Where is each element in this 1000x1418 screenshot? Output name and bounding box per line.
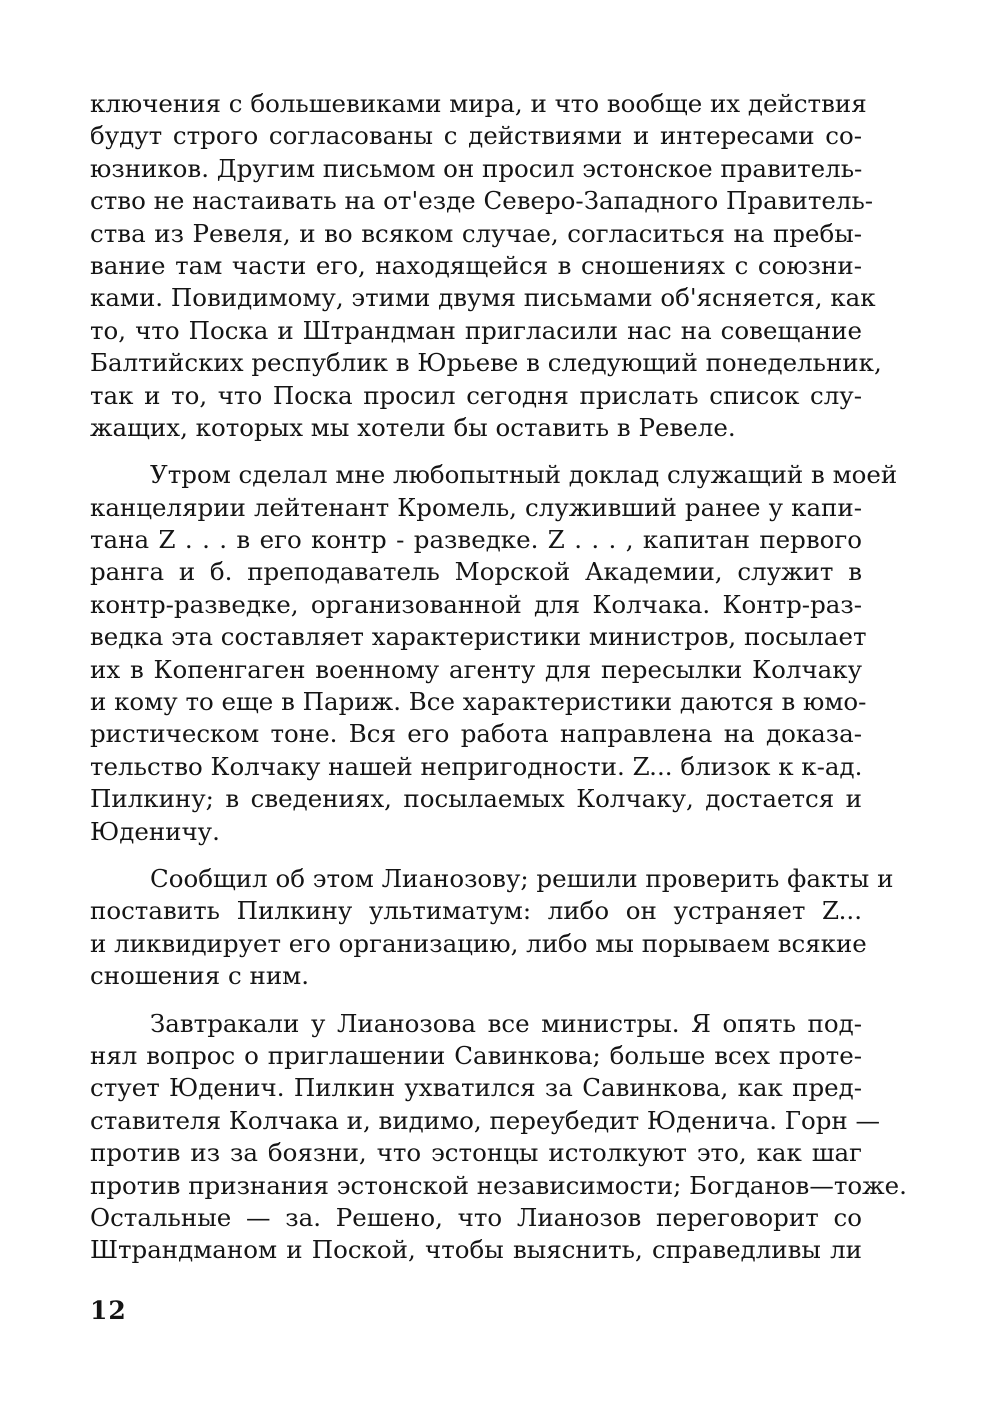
- text-line: канцелярии лейтенант Кромель, служивший ранее у капи-: [90, 492, 862, 522]
- paragraph: [90, 863, 894, 993]
- text-line: поставить Пилкину ультиматум: либо он устраняет Z...: [90, 896, 862, 926]
- text-line: тельство Колчаку нашей непригодности. Z... близок к к-ад.: [90, 751, 863, 781]
- paragraph: [90, 459, 898, 848]
- text-line: и кому то еще в Париж. Все характеристики даются в юмо-: [90, 687, 867, 717]
- text-line: тана Z . . . в его контр - разведке. Z . . . , капитан первого: [90, 525, 862, 555]
- text-line: то, что Поска и Штрандман пригласили нас на совещание: [90, 315, 862, 345]
- text-line: будут строго согласованы с действиями и интересами со-: [90, 121, 862, 151]
- text-line: сношения с ним.: [90, 961, 309, 991]
- text-line: юзников. Другим письмом он просил эстонское правитель-: [90, 153, 863, 183]
- page-number: 12: [90, 1296, 127, 1325]
- paragraph: [90, 1008, 907, 1267]
- text-line: Остальные — за. Решено, что Лианозов переговорит со: [90, 1202, 862, 1232]
- text-line: нял вопрос о приглашении Савинкова; больше всех проте-: [90, 1040, 862, 1070]
- text-line: так и то, что Поска просил сегодня прислать список слу-: [90, 380, 862, 410]
- text-line: ство не настаивать на от'езде Северо-Западного Правитель-: [90, 186, 874, 216]
- text-line: и ликвидирует его организацию, либо мы порываем всякие: [90, 928, 867, 958]
- text-line: против признания эстонской независимости; Богданов—тоже.: [90, 1170, 907, 1200]
- text-line: ставителя Колчака и, видимо, переубедит Юденича. Горн —: [90, 1105, 881, 1135]
- text-line: вание там части его, находящейся в сношениях с союзни-: [90, 250, 862, 280]
- text-line: ства из Ревеля, и во всяком случае, согласиться на пребы-: [90, 218, 862, 248]
- text-line: Утром сделал мне любопытный доклад служащий в моей: [150, 460, 898, 490]
- text-line: ведка эта составляет характеристики министров, посылает: [90, 622, 867, 652]
- text-line: ключения с большевиками мира, и что вообще их действия: [90, 89, 867, 118]
- text-line: Пилкину; в сведениях, посылаемых Колчаку, достается и: [90, 784, 862, 814]
- text-line: их в Копенгаген военному агенту для пересылки Колчаку: [90, 654, 862, 684]
- text-line: Штрандманом и Поской, чтобы выяснить, справедливы ли: [90, 1235, 862, 1265]
- text-line: ристическом тоне. Вся его работа направлена на доказа-: [90, 719, 862, 749]
- text-line: Юденичу.: [90, 816, 220, 846]
- text-line: жащих, которых мы хотели бы оставить в Ревеле.: [90, 412, 736, 442]
- text-line: Сообщил об этом Лианозову; решили проверить факты и: [150, 863, 894, 893]
- body-text: [90, 88, 907, 1267]
- text-line: ранга и б. преподаватель Морской Академии, служит в: [90, 557, 862, 587]
- text-line: стует Юденич. Пилкин ухватился за Савинкова, как пред-: [90, 1073, 862, 1103]
- text-line: против из за боязни, что эстонцы истолкуют это, как шаг: [90, 1138, 862, 1168]
- text-line: ками. Повидимому, этими двумя письмами об'ясняется, как: [90, 283, 876, 313]
- text-line: контр-разведке, организованной для Колчака. Контр-раз-: [90, 589, 862, 619]
- text-line: Балтийских республик в Юрьеве в следующий понедельник,: [90, 348, 882, 378]
- text-line: Завтракали у Лианозова все министры. Я опять под-: [150, 1008, 862, 1038]
- paragraph: [90, 88, 882, 444]
